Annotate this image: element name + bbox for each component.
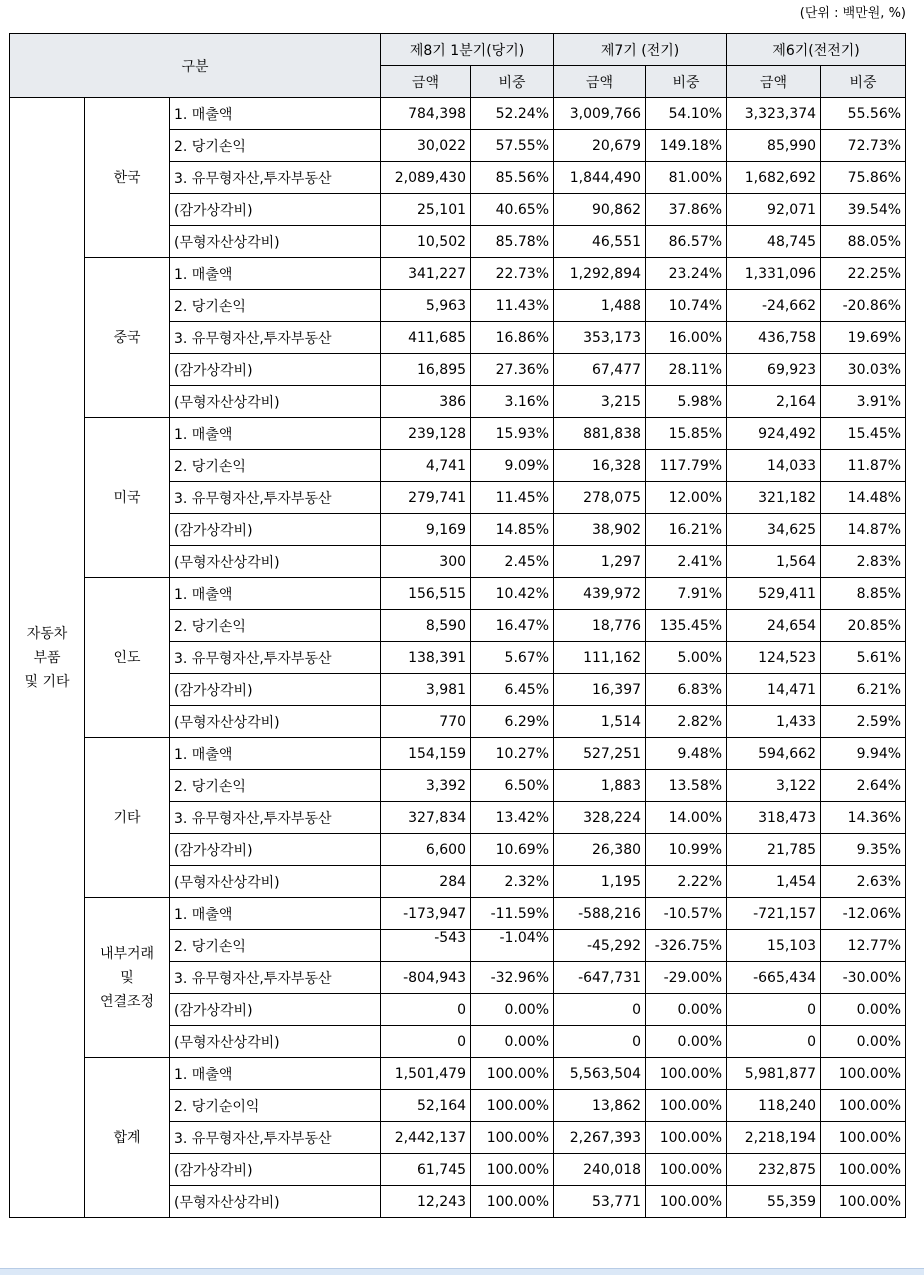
row-label: (감가상각비)	[170, 674, 381, 706]
amount-cell: 15,103	[727, 930, 821, 962]
amount-cell: 38,902	[554, 514, 646, 546]
ratio-cell: 12.77%	[821, 930, 906, 962]
ratio-cell: 100.00%	[821, 1058, 906, 1090]
amount-cell: 284	[381, 866, 471, 898]
region-cell	[85, 1058, 170, 1218]
amount-cell: 124,523	[727, 642, 821, 674]
amount-cell: 16,328	[554, 450, 646, 482]
ratio-cell: 0.00%	[646, 1026, 727, 1058]
amount-cell: 278,075	[554, 482, 646, 514]
amount-cell: 1,501,479	[381, 1058, 471, 1090]
amount-cell: 90,862	[554, 194, 646, 226]
ratio-cell: 40.65%	[471, 194, 554, 226]
row-label: 3. 유무형자산,투자부동산	[170, 962, 381, 994]
row-label: (감가상각비)	[170, 834, 381, 866]
header-period-7: 제7기 (전기)	[554, 34, 727, 66]
amount-cell: 2,218,194	[727, 1122, 821, 1154]
amount-cell: 439,972	[554, 578, 646, 610]
row-label: 3. 유무형자산,투자부동산	[170, 482, 381, 514]
row-label: (무형자산상각비)	[170, 1026, 381, 1058]
amount-cell: 341,227	[381, 258, 471, 290]
ratio-cell: 117.79%	[646, 450, 727, 482]
amount-cell: 3,009,766	[554, 98, 646, 130]
ratio-cell: 149.18%	[646, 130, 727, 162]
ratio-cell: 14.87%	[821, 514, 906, 546]
amount-cell: 8,590	[381, 610, 471, 642]
ratio-cell: 0.00%	[821, 1026, 906, 1058]
amount-cell: 1,883	[554, 770, 646, 802]
row-label: 3. 유무형자산,투자부동산	[170, 642, 381, 674]
row-label: 3. 유무형자산,투자부동산	[170, 322, 381, 354]
amount-cell: 1,844,490	[554, 162, 646, 194]
amount-cell: 3,215	[554, 386, 646, 418]
ratio-cell: 100.00%	[646, 1154, 727, 1186]
ratio-cell: -12.06%	[821, 898, 906, 930]
amount-cell: 2,164	[727, 386, 821, 418]
amount-cell: -647,731	[554, 962, 646, 994]
amount-cell: 154,159	[381, 738, 471, 770]
row-label: 3. 유무형자산,투자부동산	[170, 1122, 381, 1154]
ratio-cell: -326.75%	[646, 930, 727, 962]
segment-category-line: 부품	[33, 649, 61, 666]
row-label: (무형자산상각비)	[170, 706, 381, 738]
ratio-cell: 5.61%	[821, 642, 906, 674]
header-category: 구분	[10, 34, 381, 98]
amount-cell: 21,785	[727, 834, 821, 866]
amount-cell: 16,895	[381, 354, 471, 386]
ratio-cell: 15.93%	[471, 418, 554, 450]
amount-cell: 318,473	[727, 802, 821, 834]
row-label: 1. 매출액	[170, 738, 381, 770]
row-label: 2. 당기손익	[170, 290, 381, 322]
ratio-cell: 85.78%	[471, 226, 554, 258]
ratio-cell: 16.00%	[646, 322, 727, 354]
amount-cell: 25,101	[381, 194, 471, 226]
amount-cell: 0	[381, 1026, 471, 1058]
amount-cell: 1,331,096	[727, 258, 821, 290]
region-cell	[85, 898, 170, 1058]
financial-table	[9, 33, 906, 1218]
ratio-cell: 28.11%	[646, 354, 727, 386]
ratio-cell: 0.00%	[471, 1026, 554, 1058]
amount-cell: 1,682,692	[727, 162, 821, 194]
ratio-cell: 14.48%	[821, 482, 906, 514]
amount-cell: 328,224	[554, 802, 646, 834]
row-label: 1. 매출액	[170, 258, 381, 290]
ratio-cell: 14.00%	[646, 802, 727, 834]
ratio-cell: 11.87%	[821, 450, 906, 482]
amount-cell: 436,758	[727, 322, 821, 354]
amount-cell: 1,488	[554, 290, 646, 322]
amount-cell: 300	[381, 546, 471, 578]
amount-cell: 2,267,393	[554, 1122, 646, 1154]
amount-cell: 411,685	[381, 322, 471, 354]
ratio-cell: 13.42%	[471, 802, 554, 834]
amount-cell: 52,164	[381, 1090, 471, 1122]
amount-cell: 0	[727, 1026, 821, 1058]
ratio-cell: 2.41%	[646, 546, 727, 578]
amount-cell: -721,157	[727, 898, 821, 930]
header-ratio: 비중	[471, 66, 554, 98]
amount-cell: 0	[554, 994, 646, 1026]
ratio-cell: 6.29%	[471, 706, 554, 738]
ratio-cell: 19.69%	[821, 322, 906, 354]
amount-cell: 239,128	[381, 418, 471, 450]
ratio-cell: 100.00%	[471, 1090, 554, 1122]
amount-cell: 0	[381, 994, 471, 1026]
row-label: 1. 매출액	[170, 578, 381, 610]
ratio-cell: 37.86%	[646, 194, 727, 226]
ratio-cell: 20.85%	[821, 610, 906, 642]
amount-cell: 69,923	[727, 354, 821, 386]
region-cell	[85, 578, 170, 738]
table-row	[10, 898, 906, 930]
ratio-cell: 75.86%	[821, 162, 906, 194]
region-cell	[85, 738, 170, 898]
amount-cell: -588,216	[554, 898, 646, 930]
ratio-cell: -32.96%	[471, 962, 554, 994]
amount-cell: 594,662	[727, 738, 821, 770]
region-name-line: 미국	[113, 489, 141, 506]
ratio-cell: 0.00%	[821, 994, 906, 1026]
amount-cell: 1,514	[554, 706, 646, 738]
ratio-cell: 100.00%	[646, 1122, 727, 1154]
table-row	[10, 578, 906, 610]
amount-cell: 2,089,430	[381, 162, 471, 194]
amount-cell: 18,776	[554, 610, 646, 642]
amount-cell: 5,563,504	[554, 1058, 646, 1090]
ratio-cell: 27.36%	[471, 354, 554, 386]
ratio-cell: 88.05%	[821, 226, 906, 258]
ratio-cell: 10.69%	[471, 834, 554, 866]
amount-cell: 30,022	[381, 130, 471, 162]
row-label: (감가상각비)	[170, 1154, 381, 1186]
ratio-cell: 12.00%	[646, 482, 727, 514]
amount-cell: 386	[381, 386, 471, 418]
amount-cell: 111,162	[554, 642, 646, 674]
ratio-cell: 9.48%	[646, 738, 727, 770]
region-name-line: 기타	[113, 809, 141, 826]
row-label: 2. 당기순이익	[170, 1090, 381, 1122]
ratio-cell: -30.00%	[821, 962, 906, 994]
row-label: (무형자산상각비)	[170, 866, 381, 898]
amount-cell: 240,018	[554, 1154, 646, 1186]
row-label: (무형자산상각비)	[170, 546, 381, 578]
amount-cell: 3,323,374	[727, 98, 821, 130]
amount-cell: -45,292	[554, 930, 646, 962]
header-amount: 금액	[554, 66, 646, 98]
ratio-cell: 2.22%	[646, 866, 727, 898]
amount-cell: 5,981,877	[727, 1058, 821, 1090]
amount-cell: 26,380	[554, 834, 646, 866]
header-amount: 금액	[727, 66, 821, 98]
ratio-cell: 86.57%	[646, 226, 727, 258]
segment-category	[10, 98, 85, 1218]
amount-cell: -804,943	[381, 962, 471, 994]
ratio-cell: 2.32%	[471, 866, 554, 898]
ratio-cell: 3.91%	[821, 386, 906, 418]
amount-cell: 14,033	[727, 450, 821, 482]
amount-cell: 1,564	[727, 546, 821, 578]
ratio-cell: 100.00%	[821, 1186, 906, 1218]
amount-cell: 353,173	[554, 322, 646, 354]
amount-cell: 1,297	[554, 546, 646, 578]
amount-cell: 0	[727, 994, 821, 1026]
amount-cell: 24,654	[727, 610, 821, 642]
ratio-cell: 16.21%	[646, 514, 727, 546]
ratio-cell: 6.50%	[471, 770, 554, 802]
ratio-cell: 2.64%	[821, 770, 906, 802]
ratio-cell: 2.45%	[471, 546, 554, 578]
ratio-cell: 14.85%	[471, 514, 554, 546]
ratio-cell: 57.55%	[471, 130, 554, 162]
amount-cell: 55,359	[727, 1186, 821, 1218]
bottom-scroll-strip	[0, 1268, 924, 1275]
ratio-cell: 9.94%	[821, 738, 906, 770]
row-label: 1. 매출액	[170, 98, 381, 130]
ratio-cell: 7.91%	[646, 578, 727, 610]
amount-cell: 16,397	[554, 674, 646, 706]
ratio-cell: -20.86%	[821, 290, 906, 322]
ratio-cell: 100.00%	[821, 1090, 906, 1122]
ratio-cell: 23.24%	[646, 258, 727, 290]
ratio-cell: 100.00%	[821, 1122, 906, 1154]
unit-note: (단위 : 백만원, %)	[799, 6, 906, 21]
amount-cell: 527,251	[554, 738, 646, 770]
amount-cell: 784,398	[381, 98, 471, 130]
ratio-cell: 6.83%	[646, 674, 727, 706]
ratio-cell: 2.63%	[821, 866, 906, 898]
amount-cell: 1,454	[727, 866, 821, 898]
table-row	[10, 418, 906, 450]
amount-cell: 156,515	[381, 578, 471, 610]
row-label: (감가상각비)	[170, 514, 381, 546]
ratio-cell: 9.09%	[471, 450, 554, 482]
amount-cell: 10,502	[381, 226, 471, 258]
ratio-cell: 30.03%	[821, 354, 906, 386]
ratio-cell: 16.47%	[471, 610, 554, 642]
row-label: 1. 매출액	[170, 418, 381, 450]
region-name-line: 연결조정	[99, 993, 155, 1010]
header-ratio: 비중	[821, 66, 906, 98]
region-cell	[85, 418, 170, 578]
amount-cell: 9,169	[381, 514, 471, 546]
amount-cell: 67,477	[554, 354, 646, 386]
amount-cell: 138,391	[381, 642, 471, 674]
ratio-cell: 0.00%	[646, 994, 727, 1026]
ratio-cell: 2.83%	[821, 546, 906, 578]
ratio-cell: 54.10%	[646, 98, 727, 130]
ratio-cell: -29.00%	[646, 962, 727, 994]
amount-cell: 92,071	[727, 194, 821, 226]
ratio-cell: 55.56%	[821, 98, 906, 130]
header-amount: 금액	[381, 66, 471, 98]
table-row	[10, 98, 906, 130]
ratio-cell: 11.43%	[471, 290, 554, 322]
amount-cell: 279,741	[381, 482, 471, 514]
region-name-line: 및	[120, 969, 134, 986]
ratio-cell: 10.74%	[646, 290, 727, 322]
table-header	[10, 34, 906, 98]
amount-cell: 20,679	[554, 130, 646, 162]
amount-cell: 118,240	[727, 1090, 821, 1122]
ratio-cell: 6.21%	[821, 674, 906, 706]
ratio-cell: -1.04%	[471, 930, 554, 962]
ratio-cell: 10.42%	[471, 578, 554, 610]
ratio-cell: 22.25%	[821, 258, 906, 290]
ratio-cell: 0.00%	[471, 994, 554, 1026]
row-label: 2. 당기손익	[170, 450, 381, 482]
region-cell	[85, 98, 170, 258]
table-row	[10, 1058, 906, 1090]
ratio-cell: 8.85%	[821, 578, 906, 610]
row-label: 1. 매출액	[170, 898, 381, 930]
amount-cell: 3,392	[381, 770, 471, 802]
ratio-cell: 100.00%	[471, 1186, 554, 1218]
amount-cell: 14,471	[727, 674, 821, 706]
amount-cell: 61,745	[381, 1154, 471, 1186]
ratio-cell: 100.00%	[471, 1122, 554, 1154]
ratio-cell: 100.00%	[471, 1058, 554, 1090]
region-name-line: 합계	[113, 1129, 141, 1146]
ratio-cell: 6.45%	[471, 674, 554, 706]
region-name-line: 내부거래	[99, 945, 155, 962]
ratio-cell: 52.24%	[471, 98, 554, 130]
table-body	[10, 98, 906, 1218]
ratio-cell: 2.59%	[821, 706, 906, 738]
region-name-line: 중국	[113, 329, 141, 346]
amount-cell: 924,492	[727, 418, 821, 450]
ratio-cell: 100.00%	[646, 1058, 727, 1090]
row-label: 2. 당기손익	[170, 770, 381, 802]
ratio-cell: 2.82%	[646, 706, 727, 738]
ratio-cell: 5.67%	[471, 642, 554, 674]
header-period-6: 제6기(전전기)	[727, 34, 906, 66]
row-label: 2. 당기손익	[170, 930, 381, 962]
header-ratio: 비중	[646, 66, 727, 98]
ratio-cell: 10.27%	[471, 738, 554, 770]
ratio-cell: -11.59%	[471, 898, 554, 930]
ratio-cell: 11.45%	[471, 482, 554, 514]
segment-category-line: 및 기타	[24, 673, 70, 690]
amount-cell: 881,838	[554, 418, 646, 450]
table-row	[10, 738, 906, 770]
amount-cell: -543	[381, 930, 471, 962]
ratio-cell: 100.00%	[646, 1090, 727, 1122]
amount-cell: 1,195	[554, 866, 646, 898]
ratio-cell: 5.98%	[646, 386, 727, 418]
amount-cell: 770	[381, 706, 471, 738]
amount-cell: 1,433	[727, 706, 821, 738]
region-name-line: 인도	[113, 649, 141, 666]
row-label: 2. 당기손익	[170, 610, 381, 642]
row-label: 2. 당기손익	[170, 130, 381, 162]
ratio-cell: 16.86%	[471, 322, 554, 354]
row-label: 3. 유무형자산,투자부동산	[170, 162, 381, 194]
row-label: (감가상각비)	[170, 354, 381, 386]
ratio-cell: 10.99%	[646, 834, 727, 866]
amount-cell: 232,875	[727, 1154, 821, 1186]
amount-cell: 46,551	[554, 226, 646, 258]
amount-cell: 2,442,137	[381, 1122, 471, 1154]
ratio-cell: 9.35%	[821, 834, 906, 866]
ratio-cell: 5.00%	[646, 642, 727, 674]
amount-cell: 0	[554, 1026, 646, 1058]
ratio-cell: 3.16%	[471, 386, 554, 418]
ratio-cell: 72.73%	[821, 130, 906, 162]
amount-cell: -173,947	[381, 898, 471, 930]
amount-cell: 529,411	[727, 578, 821, 610]
amount-cell: 12,243	[381, 1186, 471, 1218]
row-label: 1. 매출액	[170, 1058, 381, 1090]
region-cell	[85, 258, 170, 418]
amount-cell: 4,741	[381, 450, 471, 482]
header-period-8: 제8기 1분기(당기)	[381, 34, 554, 66]
amount-cell: 85,990	[727, 130, 821, 162]
amount-cell: 53,771	[554, 1186, 646, 1218]
row-label: (무형자산상각비)	[170, 386, 381, 418]
ratio-cell: 22.73%	[471, 258, 554, 290]
amount-cell: -665,434	[727, 962, 821, 994]
ratio-cell: 135.45%	[646, 610, 727, 642]
row-label: (감가상각비)	[170, 194, 381, 226]
row-label: (무형자산상각비)	[170, 226, 381, 258]
ratio-cell: 100.00%	[471, 1154, 554, 1186]
ratio-cell: 15.45%	[821, 418, 906, 450]
ratio-cell: 13.58%	[646, 770, 727, 802]
ratio-cell: 15.85%	[646, 418, 727, 450]
region-name-line: 한국	[113, 169, 141, 186]
amount-cell: 5,963	[381, 290, 471, 322]
amount-cell: 1,292,894	[554, 258, 646, 290]
row-label: (무형자산상각비)	[170, 1186, 381, 1218]
ratio-cell: 39.54%	[821, 194, 906, 226]
ratio-cell: 85.56%	[471, 162, 554, 194]
ratio-cell: 14.36%	[821, 802, 906, 834]
amount-cell: 3,122	[727, 770, 821, 802]
amount-cell: 34,625	[727, 514, 821, 546]
ratio-cell: 100.00%	[646, 1186, 727, 1218]
row-label: 3. 유무형자산,투자부동산	[170, 802, 381, 834]
amount-cell: 327,834	[381, 802, 471, 834]
ratio-cell: 100.00%	[821, 1154, 906, 1186]
ratio-cell: -10.57%	[646, 898, 727, 930]
amount-cell: 321,182	[727, 482, 821, 514]
row-label: (감가상각비)	[170, 994, 381, 1026]
amount-cell: 3,981	[381, 674, 471, 706]
amount-cell: 6,600	[381, 834, 471, 866]
amount-cell: -24,662	[727, 290, 821, 322]
amount-cell: 13,862	[554, 1090, 646, 1122]
ratio-cell: 81.00%	[646, 162, 727, 194]
amount-cell: 48,745	[727, 226, 821, 258]
table-row	[10, 258, 906, 290]
segment-category-line: 자동차	[26, 625, 68, 642]
